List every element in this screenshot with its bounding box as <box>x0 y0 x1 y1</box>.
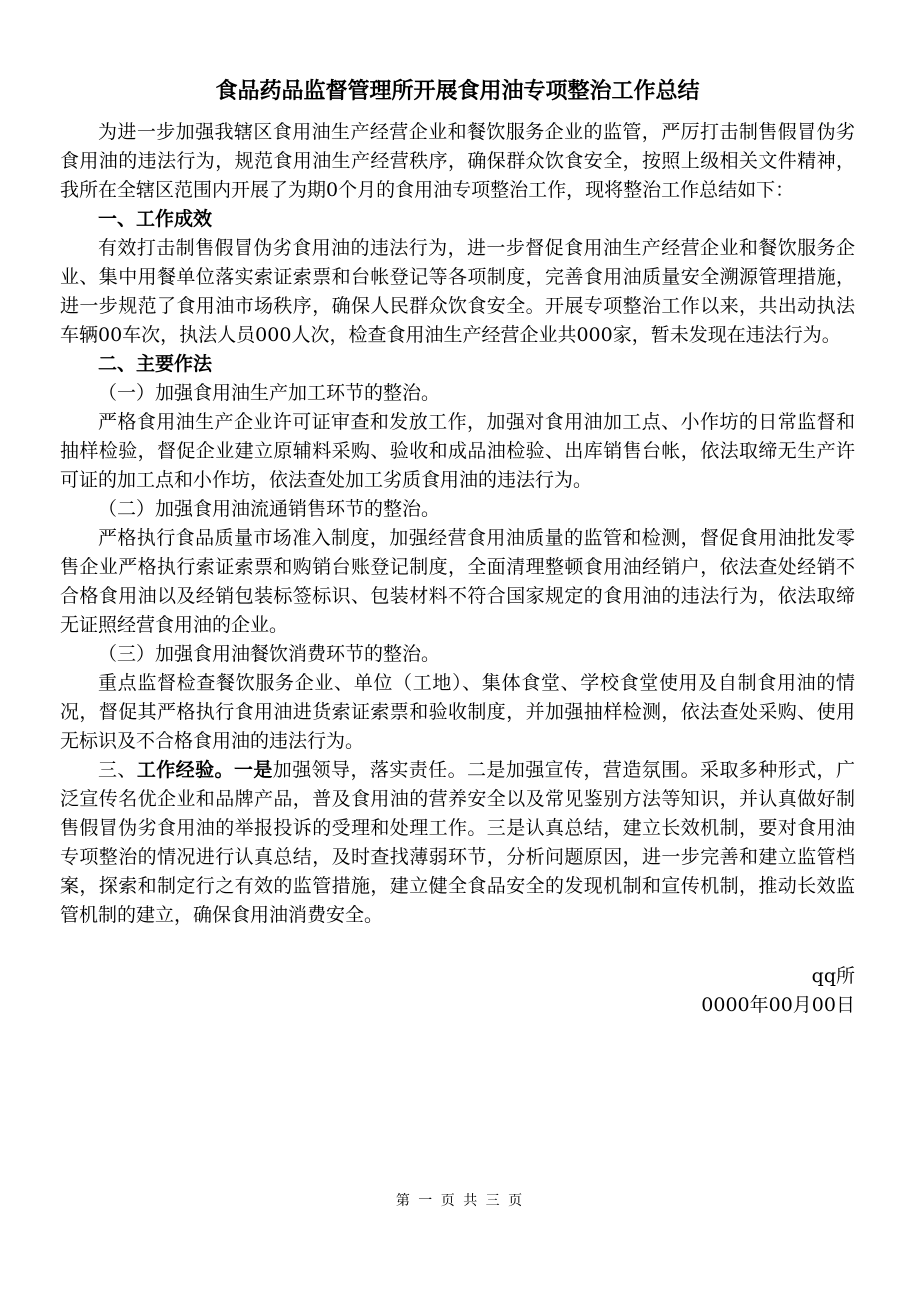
signature-org: qq所 <box>811 965 855 987</box>
document-title: 食品药品监督管理所开展食用油专项整治工作总结 <box>215 79 700 104</box>
section-2-heading-text: 二、主要作法 <box>98 353 213 375</box>
section-3-prefix: 三、 <box>98 759 137 781</box>
section-1-heading <box>60 205 855 234</box>
page-footer: 第 一 页 共 三 页 <box>395 1193 525 1209</box>
section-3-heading: 工作经验。 <box>136 759 234 781</box>
document-page <box>60 76 855 1020</box>
subsection-1-body: 严格食用油生产企业许可证审查和发放工作，加强对食用油加工点、小作坊的日常监督和抽样检验，督促企业建立原辅料采购、验收和成品油检验、出库销售台帐，依法取缔无生产许可证的加工点和小作坊，依法查处加工劣质食用油的违法行为。 <box>60 411 855 491</box>
subsection-3-body: 重点监督检查餐饮服务企业、单位（工地）、集体食堂、学校食堂使用及自制食用油的情况，督促其严格执行食用油进货索证索票和验收制度，并加强抽样检测，依法查处采购、使用无标识及不合格食用油的违法行为。 <box>60 672 855 752</box>
subsection-2-body: 严格执行食品质量市场准入制度，加强经营食用油质量的监管和检测，督促食用油批发零售企业严格执行索证索票和购销台账登记制度，全面清理整顿食用油经销户，依法查处经销不合格食用油以及经销包装标签标识、包装材料不符合国家规定的食用油的违法行为，依法取缔无证照经营食用油的企业。 <box>60 527 855 636</box>
section-3-lead: 一是 <box>233 759 273 781</box>
section-3-paragraph <box>60 756 855 930</box>
signature-block <box>60 962 855 1020</box>
section-2-heading <box>60 350 855 379</box>
subsection-1-heading: （一）加强食用油生产加工环节的整治。 <box>98 382 441 404</box>
subsection-2-heading: （二）加强食用油流通销售环节的整治。 <box>98 498 441 520</box>
section-1-heading-text: 一、工作成效 <box>98 208 213 230</box>
signature-date: 0000年00月00日 <box>701 994 855 1016</box>
section-3-body: 加强领导，落实责任。二是加强宣传，营造氛围。采取多种形式，广泛宣传名优企业和品牌产品，普及食用油的营养安全以及常见鉴别方法等知识，并认真做好制售假冒伪劣食用油的举报投诉的受理和处理工作。三是认真总结，建立长效机制，要对食用油专项整治的情况进行认真总结，及时查找薄弱环节，分析问题原因，进一步完善和建立监管档案，探索和制定行之有效的监管措施，建立健全食品安全的发现机制和宣传机制，推动长效监管机制的建立，确保食用油消费安全。 <box>60 759 855 926</box>
subsection-3-heading: （三）加强食用油餐饮消费环节的整治。 <box>98 643 441 665</box>
intro-paragraph: 为进一步加强我辖区食用油生产经营企业和餐饮服务企业的监管，严厉打击制售假冒伪劣食用油的违法行为，规范食用油生产经营秩序，确保群众饮食安全，按照上级相关文件精神，我所在全辖区范围内开展了为期0个月的食用油专项整治工作，现将整治工作总结如下： <box>60 121 855 201</box>
section-1-body: 有效打击制售假冒伪劣食用油的违法行为，进一步督促食用油生产经营企业和餐饮服务企业、集中用餐单位落实索证索票和台帐登记等各项制度，完善食用油质量安全溯源管理措施，进一步规范了食用油市场秩序，确保人民群众饮食安全。开展专项整治工作以来，共出动执法车辆00车次，执法人员000人次，检查食用油生产经营企业共000家，暂未发现在违法行为。 <box>60 237 855 346</box>
